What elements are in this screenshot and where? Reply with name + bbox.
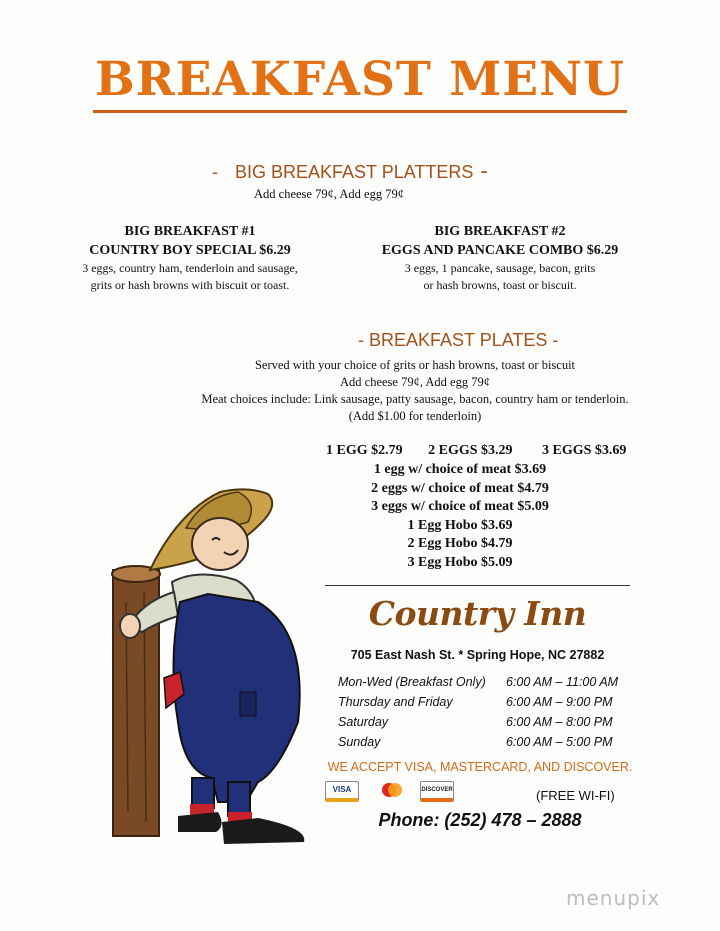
- plates-info: [180, 357, 650, 425]
- plate-item-4: 1 Egg Hobo $3.69: [407, 517, 513, 533]
- payment-accept-text: WE ACCEPT VISA, MASTERCARD, AND DISCOVER.: [327, 760, 633, 774]
- hours-table: [338, 672, 618, 752]
- hours-row: [338, 672, 618, 692]
- egg-price-3: 3 EGGS $3.69: [542, 443, 627, 458]
- wifi-note: (FREE WI-FI): [536, 788, 615, 803]
- plates-info-line-1: Served with your choice of grits or hash browns, toast or biscuit: [254, 358, 576, 372]
- platters-heading-dash-left: -: [212, 162, 218, 182]
- visa-card-icon: VISA: [325, 781, 359, 802]
- platters-note: Add cheese 79¢, Add egg 79¢: [254, 187, 404, 201]
- mastercard-icon: [380, 781, 404, 799]
- watermark-logo: menupix: [566, 886, 661, 910]
- platter-1-desc1: 3 eggs, country ham, tenderloin and sausage,: [82, 261, 298, 275]
- hours-time: 6:00 AM – 5:00 PM: [506, 735, 613, 749]
- platter-1-desc2: grits or hash browns with biscuit or toast.: [90, 278, 290, 292]
- farmer-illustration: [108, 482, 318, 854]
- menu-title: BREAKFAST MENU: [93, 52, 627, 113]
- platter-2-desc2: or hash browns, toast or biscuit.: [423, 278, 577, 292]
- platter-2-name: BIG BREAKFAST #2: [434, 224, 566, 239]
- plates-info-line-3: Meat choices include: Link sausage, patty sausage, bacon, country ham or tenderloin.: [201, 392, 629, 406]
- hours-row: [338, 712, 618, 732]
- platter-2-title: EGGS AND PANCAKE COMBO $6.29: [381, 243, 619, 258]
- egg-price-1: 1 EGG $2.79: [326, 443, 403, 458]
- hours-row: [338, 692, 618, 712]
- discover-card-icon: DISCOVER: [420, 781, 454, 802]
- platter-1: [60, 222, 320, 294]
- platter-1-title: COUNTRY BOY SPECIAL $6.29: [89, 243, 291, 258]
- hours-row: [338, 732, 618, 752]
- platters-heading: [212, 158, 488, 184]
- plate-item-1: 1 egg w/ choice of meat $3.69: [373, 462, 547, 477]
- platters-heading-text: BIG BREAKFAST PLATTERS: [235, 162, 474, 182]
- plate-item-6: 3 Egg Hobo $5.09: [407, 554, 513, 570]
- plate-items: [340, 461, 580, 572]
- hours-time: 6:00 AM – 11:00 AM: [506, 675, 619, 689]
- platter-1-name: BIG BREAKFAST #1: [124, 224, 256, 239]
- platter-2-desc1: 3 eggs, 1 pancake, sausage, bacon, grits: [404, 261, 596, 275]
- info-divider: [325, 585, 630, 586]
- hours-day: Mon-Wed (Breakfast Only): [338, 675, 486, 689]
- plate-item-2: 2 eggs w/ choice of meat $4.79: [371, 480, 549, 496]
- phone-number: Phone: (252) 478 – 2888: [378, 810, 582, 830]
- plate-item-5: 2 Egg Hobo $4.79: [407, 536, 513, 551]
- platter-2: [360, 222, 640, 294]
- plates-heading: - BREAKFAST PLATES -: [358, 330, 559, 350]
- hours-time: 6:00 AM – 9:00 PM: [506, 695, 613, 709]
- plates-info-line-4: (Add $1.00 for tenderloin): [348, 409, 482, 423]
- egg-price-2: 2 EGGS $3.29: [428, 443, 513, 458]
- plates-info-line-2: Add cheese 79¢, Add egg 79¢: [340, 375, 490, 389]
- hours-day: Sunday: [338, 735, 381, 749]
- hours-day: Thursday and Friday: [338, 695, 453, 709]
- plate-item-3: 3 eggs w/ choice of meat $5.09: [371, 499, 549, 514]
- hours-day: Saturday: [338, 715, 389, 729]
- menu-title-wrap: [0, 52, 720, 113]
- restaurant-name: Country Inn: [368, 594, 587, 633]
- hours-time: 6:00 AM – 8:00 PM: [506, 715, 613, 729]
- egg-prices-row: [326, 442, 626, 461]
- platters-heading-dash-right: -: [480, 158, 488, 183]
- restaurant-address: 705 East Nash St. * Spring Hope, NC 27882: [350, 648, 605, 662]
